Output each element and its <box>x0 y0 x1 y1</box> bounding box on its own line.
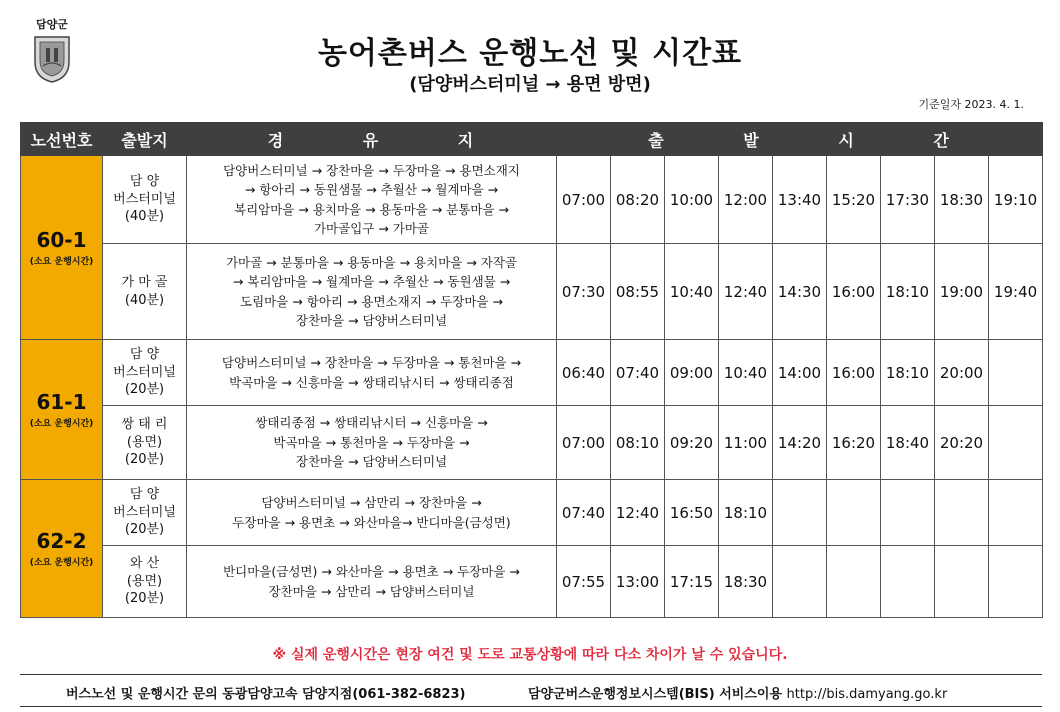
origin-cell <box>103 406 187 480</box>
empty-time-cell <box>773 546 827 618</box>
route-number: 62-2 <box>36 529 87 553</box>
origin-line: (20분) <box>124 452 165 468</box>
origin-line: 담 양 <box>129 487 160 503</box>
table-row <box>21 546 1043 618</box>
departure-time: 14:20 <box>773 406 827 480</box>
departure-time: 18:30 <box>719 546 773 618</box>
departure-time: 14:00 <box>773 340 827 406</box>
departure-time: 20:00 <box>935 340 989 406</box>
via-line: 장찬마을 → 담양버스터미널 <box>295 454 448 470</box>
via-cell <box>187 244 557 340</box>
bis-link[interactable]: http://bis.damyang.go.kr <box>786 687 948 702</box>
empty-time-cell <box>827 480 881 546</box>
origin-line: 버스터미널 <box>113 191 176 207</box>
route-number: 61-1 <box>36 390 87 414</box>
via-line: 가마골 → 분통마을 → 용동마을 → 용치마을 → 자작골 <box>225 254 518 270</box>
table-row <box>21 340 1043 406</box>
departure-time: 10:40 <box>719 340 773 406</box>
bis-info <box>528 683 947 702</box>
via-line: 가마골입구 → 가마골 <box>313 220 430 236</box>
empty-time-cell <box>989 480 1043 546</box>
via-cell <box>187 480 557 546</box>
inquiry-info: 버스노선 및 운행시간 문의 동광담양고속 담양지점(061-382-6823) <box>66 687 466 702</box>
departure-time: 12:40 <box>719 244 773 340</box>
table-row <box>21 406 1043 480</box>
origin-line: 와 산 <box>129 556 160 572</box>
departure-time: 16:20 <box>827 406 881 480</box>
departure-time: 07:30 <box>557 244 611 340</box>
departure-time: 06:40 <box>557 340 611 406</box>
via-line: 복리암마을 → 용치마을 → 용동마을 → 분통마을 → <box>234 201 509 217</box>
origin-line: 버스터미널 <box>113 364 176 380</box>
via-line: → 복리암마을 → 월계마을 → 추월산 → 동원샘물 → <box>232 274 511 290</box>
via-line: 담양버스터미널 → 삼만리 → 장찬마을 → <box>261 495 482 511</box>
departure-time: 15:20 <box>827 156 881 244</box>
empty-time-cell <box>935 546 989 618</box>
via-line: → 항아리 → 동원샘물 → 추월산 → 월계마을 → <box>244 182 499 198</box>
empty-time-cell <box>935 480 989 546</box>
empty-time-cell <box>773 480 827 546</box>
via-line: 담양버스터미널 → 장찬마을 → 두장마을 → 통천마을 → <box>221 355 522 371</box>
departure-time: 19:40 <box>989 244 1043 340</box>
origin-line: (20분) <box>124 382 165 398</box>
timetable <box>20 122 1043 618</box>
divider <box>20 706 1042 707</box>
departure-time: 18:10 <box>719 480 773 546</box>
via-line: 박곡마을 → 신흥마을 → 쌍태리낚시터 → 쌍태리종점 <box>229 374 514 390</box>
origin-line: (40분) <box>124 292 165 308</box>
table-body <box>21 156 1043 618</box>
departure-time: 12:00 <box>719 156 773 244</box>
origin-line: (용면) <box>126 573 163 589</box>
origin-line: (용면) <box>126 434 163 450</box>
departure-time: 19:10 <box>989 156 1043 244</box>
departure-time: 20:20 <box>935 406 989 480</box>
origin-line: 버스터미널 <box>113 504 176 520</box>
via-line: 반디마을(금성면) → 와산마을 → 용면초 → 두장마을 → <box>223 564 520 580</box>
via-cell <box>187 406 557 480</box>
table-row <box>21 244 1043 340</box>
departure-time: 08:20 <box>611 156 665 244</box>
origin-line: 가 마 골 <box>121 274 168 290</box>
divider <box>20 674 1042 675</box>
empty-time-cell <box>989 340 1043 406</box>
departure-time: 16:00 <box>827 340 881 406</box>
origin-line: 쌍 태 리 <box>121 417 168 433</box>
departure-time: 07:00 <box>557 156 611 244</box>
departure-time: 19:00 <box>935 244 989 340</box>
header-route: 노선번호 <box>21 123 103 156</box>
table-row <box>21 480 1043 546</box>
departure-time: 18:40 <box>881 406 935 480</box>
route-number: 60-1 <box>36 228 87 252</box>
departure-time: 14:30 <box>773 244 827 340</box>
departure-time: 10:00 <box>665 156 719 244</box>
departure-time: 11:00 <box>719 406 773 480</box>
origin-line: 담 양 <box>129 347 160 363</box>
departure-time: 12:40 <box>611 480 665 546</box>
route-duration-note: (소요 운행시간) <box>29 257 94 267</box>
via-line: 장찬마을 → 삼만리 → 담양버스터미널 <box>268 583 475 599</box>
empty-time-cell <box>827 546 881 618</box>
table-header-row <box>21 123 1043 156</box>
route-duration-note: (소요 운행시간) <box>29 558 94 568</box>
origin-cell <box>103 244 187 340</box>
departure-time: 07:40 <box>557 480 611 546</box>
via-line: 도림마을 → 항아리 → 용면소재지 → 두장마을 → <box>240 293 503 309</box>
origin-cell <box>103 546 187 618</box>
via-line: 담양버스터미널 → 장찬마을 → 두장마을 → 용면소재지 <box>223 162 520 178</box>
table-row <box>21 156 1043 244</box>
effective-date: 기준일자 2023. 4. 1. <box>918 98 1024 111</box>
page-title: 농어촌버스 운행노선 및 시간표 <box>317 36 743 71</box>
departure-time: 17:30 <box>881 156 935 244</box>
bis-label: 담양군버스운행정보시스템(BIS) 서비스이용 <box>528 687 783 702</box>
departure-time: 08:55 <box>611 244 665 340</box>
departure-time: 10:40 <box>665 244 719 340</box>
departure-time: 09:00 <box>665 340 719 406</box>
route-duration-note: (소요 운행시간) <box>29 419 94 429</box>
origin-line: (20분) <box>124 522 165 538</box>
route-cell <box>21 480 103 618</box>
departure-time: 07:40 <box>611 340 665 406</box>
via-line: 장찬마을 → 담양버스터미널 <box>295 312 448 328</box>
empty-time-cell <box>881 546 935 618</box>
via-cell <box>187 546 557 618</box>
departure-time: 07:00 <box>557 406 611 480</box>
county-name: 담양군 <box>36 18 68 31</box>
via-line: 박곡마을 → 통천마을 → 두장마을 → <box>273 434 470 450</box>
via-cell <box>187 340 557 406</box>
empty-time-cell <box>881 480 935 546</box>
departure-time: 07:55 <box>557 546 611 618</box>
notice: ※ 실제 운행시간은 현장 여건 및 도로 교통상황에 따라 다소 차이가 날 수 있습니다. <box>272 647 788 663</box>
departure-time: 18:10 <box>881 340 935 406</box>
via-cell <box>187 156 557 244</box>
departure-time: 16:50 <box>665 480 719 546</box>
origin-cell <box>103 156 187 244</box>
departure-time: 09:20 <box>665 406 719 480</box>
departure-time: 17:15 <box>665 546 719 618</box>
header-via: 경 유 지 <box>187 123 557 156</box>
empty-time-cell <box>989 546 1043 618</box>
departure-time: 13:00 <box>611 546 665 618</box>
header-times: 출 발 시 간 <box>557 123 1043 156</box>
via-line: 쌍태리종점 → 쌍태리낚시터 → 신흥마을 → <box>255 415 488 431</box>
header-origin: 출발지 <box>103 123 187 156</box>
departure-time: 08:10 <box>611 406 665 480</box>
origin-line: (40분) <box>124 209 165 225</box>
route-cell <box>21 156 103 340</box>
via-line: 두장마을 → 용면초 → 와산마을→ 반디마을(금성면) <box>232 514 511 530</box>
page-subtitle: (담양버스터미널 → 용면 방면) <box>409 74 651 95</box>
departure-time: 18:10 <box>881 244 935 340</box>
origin-line: 담 양 <box>129 174 160 190</box>
departure-time: 16:00 <box>827 244 881 340</box>
origin-cell <box>103 480 187 546</box>
origin-cell <box>103 340 187 406</box>
departure-time: 13:40 <box>773 156 827 244</box>
origin-line: (20분) <box>124 591 165 607</box>
route-cell <box>21 340 103 480</box>
departure-time: 18:30 <box>935 156 989 244</box>
empty-time-cell <box>989 406 1043 480</box>
